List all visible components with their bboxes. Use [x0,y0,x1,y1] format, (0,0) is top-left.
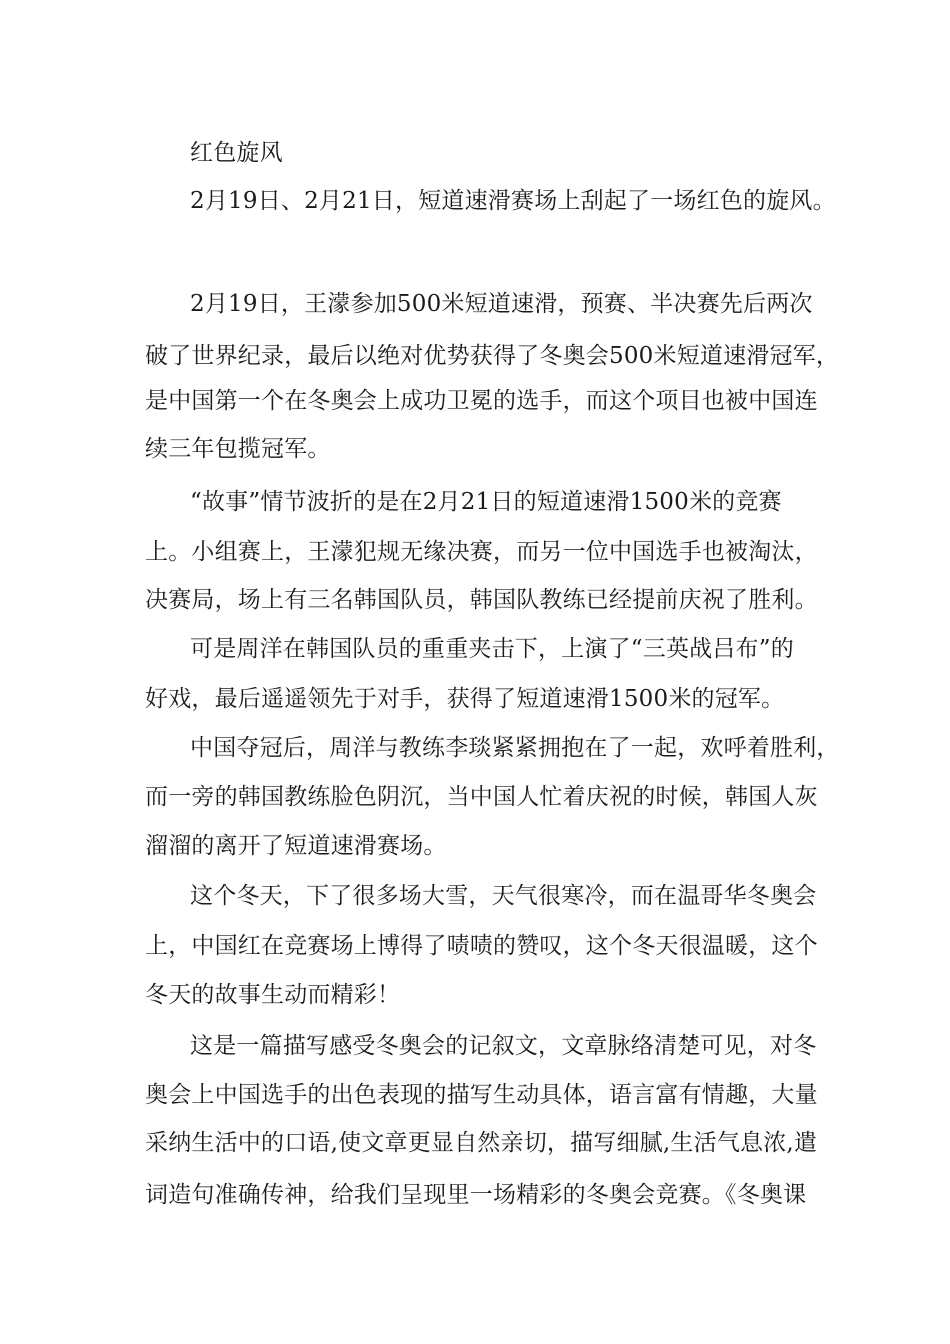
text-line: 中国夺冠后，周洋与教练李琰紧紧拥抱在了一起，欢呼着胜利， [190,735,840,761]
text-line: 好戏，最后遥遥领先于对手，获得了短道速滑1500米的冠军。 [145,686,785,712]
text-line: 冬天的故事生动而精彩！ [145,982,401,1008]
text-line: 续三年包揽冠军。 [145,436,331,462]
text-line: 可是周洋在韩国队员的重重夹击下，上演了“三英战吕布”的 [190,636,794,662]
text-line: “故事”情节波折的是在2月21日的短道速滑1500米的竞赛 [190,489,782,515]
text-line: 这是一篇描写感受冬奥会的记叙文，文章脉络清楚可见，对冬 [190,1033,817,1059]
text-line: 上。小组赛上，王濛犯规无缘决赛，而另一位中国选手也被淘汰， [145,539,818,565]
text-line: 溜溜的离开了短道速滑赛场。 [145,833,447,859]
text-line: 这个冬天，下了很多场大雪，天气很寒冷，而在温哥华冬奥会 [190,883,817,909]
text-line: 奥会上中国选手的出色表现的描写生动具体，语言富有情趣，大量 [145,1082,818,1108]
text-line: 词造句准确传神，给我们呈现里一场精彩的冬奥会竞赛。《冬奥课 [145,1182,807,1208]
text-line: 2月19日、2月21日，短道速滑赛场上刮起了一场红色的旋风。 [190,188,836,214]
text-line: 而一旁的韩国教练脸色阴沉，当中国人忙着庆祝的时候，韩国人灰 [145,784,818,810]
text-line: 上，中国红在竞赛场上博得了啧啧的赞叹，这个冬天很温暖，这个 [145,933,818,959]
text-line: 是中国第一个在冬奥会上成功卫冕的选手，而这个项目也被中国连 [145,388,818,414]
text-line: 破了世界纪录，最后以绝对优势获得了冬奥会500米短道速滑冠军， [145,343,840,369]
text-line: 采纳生活中的口语,使文章更显自然亲切，描写细腻,生活气息浓,遣 [145,1130,818,1156]
text-line: 2月19日，王濛参加500米短道速滑，预赛、半决赛先后两次 [190,291,813,317]
document-title: 红色旋风 [190,140,283,166]
text-line: 决赛局，场上有三名韩国队员，韩国队教练已经提前庆祝了胜利。 [145,587,818,613]
